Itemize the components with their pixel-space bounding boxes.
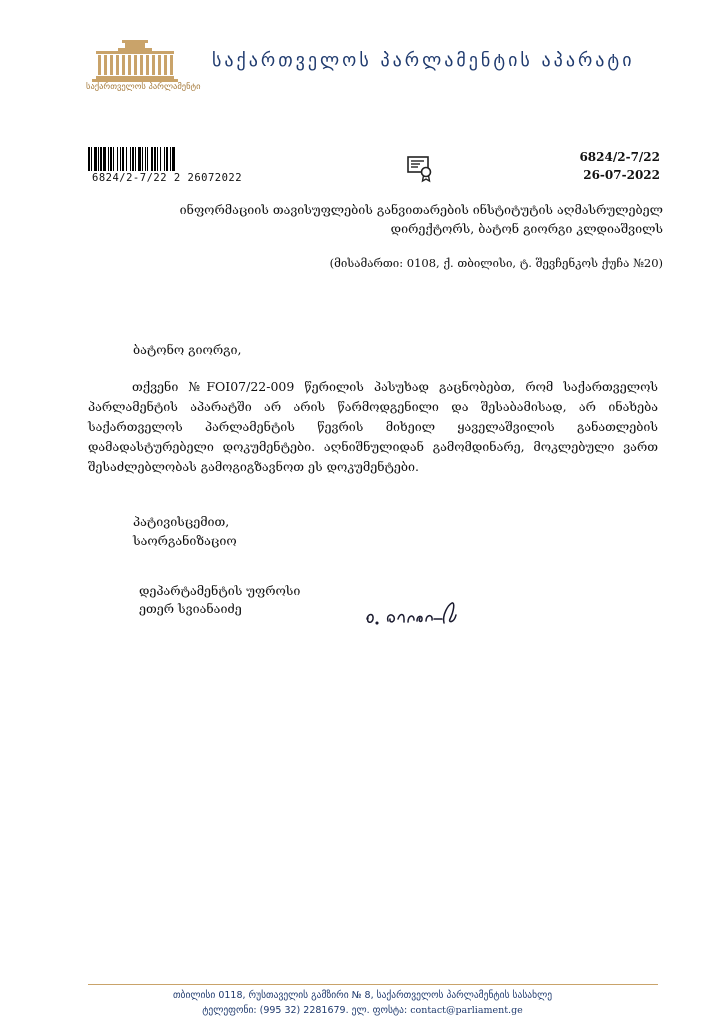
registration-date: 26-07-2022 — [583, 168, 660, 182]
certificate-document-icon — [405, 153, 435, 183]
organization-title: საქართველოს პარლამენტის აპარატი — [212, 50, 635, 71]
email-label: ელ. ფოსტა: — [351, 1005, 408, 1016]
parliament-building-logo-icon — [92, 38, 178, 84]
footer-contacts — [0, 1005, 725, 1016]
addressee-address: (მისამართი: 0108, ქ. თბილისი, ტ. შევჩენკოს ქუჩა №20) — [329, 256, 663, 270]
registration-number: 6824/2-7/22 — [579, 150, 660, 164]
closing-regards: პატივისცემით, — [133, 514, 230, 529]
logo-caption: საქართველოს პარლამენტი — [86, 82, 201, 92]
phone-label: ტელეფონი: — [202, 1005, 257, 1016]
letter-greeting: ბატონო გიორგი, — [133, 342, 242, 357]
signatory-title: დეპარტამენტის უფროსი — [139, 583, 301, 598]
handwritten-signature-icon — [362, 597, 472, 633]
footer-address: თბილისი 0118, რუსთაველის გამზირი № 8, საქართველოს პარლამენტის სასახლე — [172, 990, 553, 1001]
addressee-line-1: ინფორმაციის თავისუფლების განვითარების ინსტიტუტის აღმასრულებელ — [179, 202, 663, 217]
phone-number: (995 32) 2281679. — [259, 1005, 349, 1016]
email-link[interactable]: contact@parliament.ge — [410, 1005, 523, 1016]
addressee-line-2: დირექტორს, ბატონ გიორგი კლდიაშვილს — [390, 221, 663, 236]
footer-divider — [88, 984, 658, 985]
barcode-text: 6824/2-7/22 2 26072022 — [92, 172, 243, 184]
letter-body: თქვენი №FOI07/22-009 წერილის პასუხად გაცნობებთ, რომ საქართველოს პარლამენტის აპარატში არ არის წარმოდგენილი და შესაბამისად, არ ინახება საქართველოს პარლამენტის წევრის მიხეილ ყაველაშვილის განათლების დამადასტურებელი დოკუმენტები. აღნიშნულიდან გამომდინარე, მოკლებული ვართ შესაძლებლობას გამოგიგზავნოთ ეს დოკუმენტები. — [88, 379, 658, 474]
closing-organization: საორგანიზაციო — [133, 533, 237, 548]
signatory-name: ეთერ სვიანაიძე — [139, 601, 242, 616]
barcode-icon — [88, 147, 220, 171]
